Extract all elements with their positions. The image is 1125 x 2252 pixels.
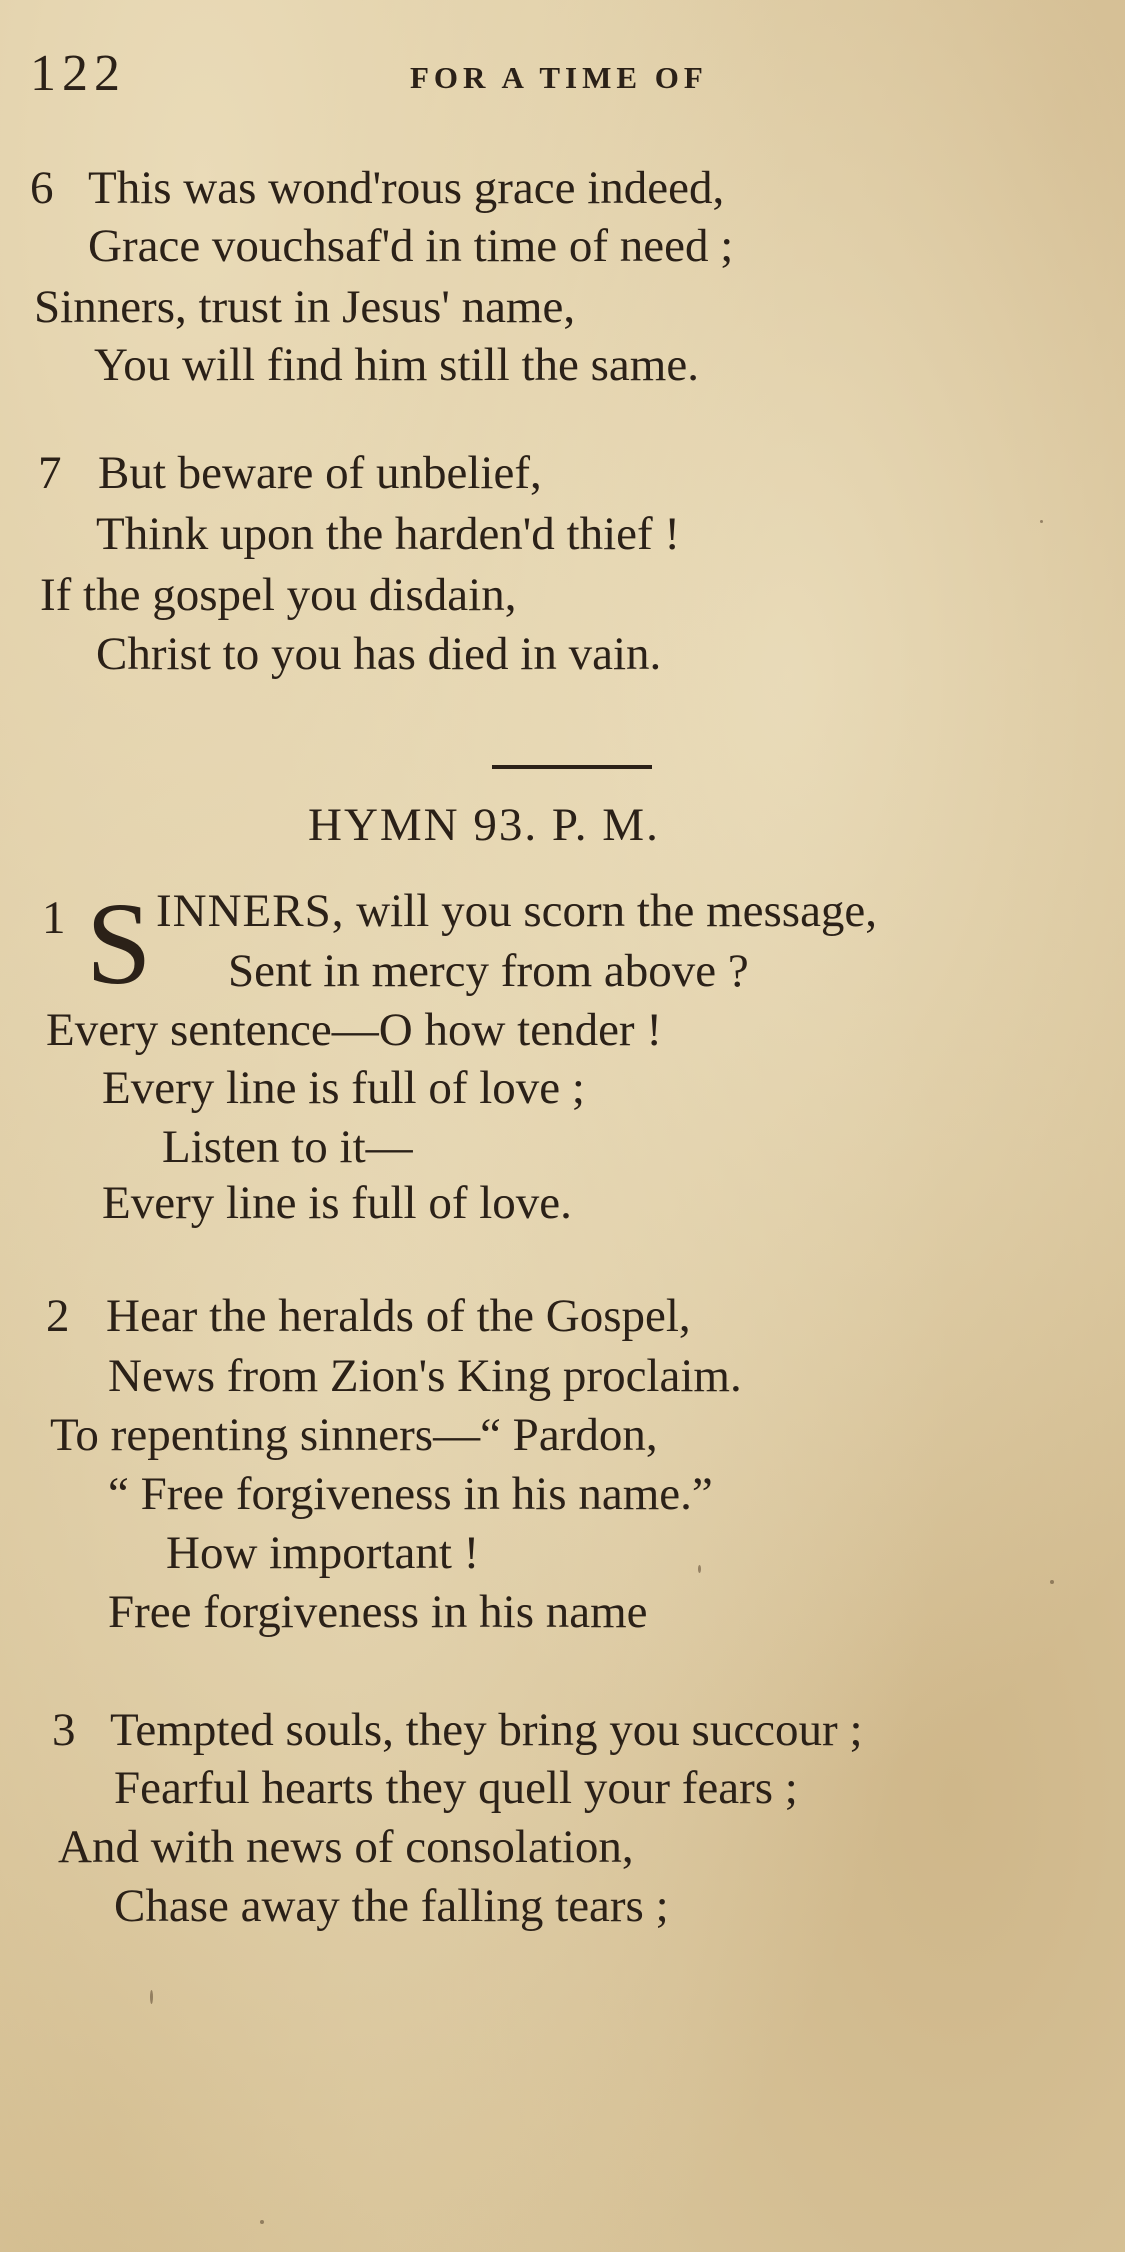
verse-1-line-1-rest: will you scorn the message, (344, 885, 878, 937)
verse-1-line-2: Sent in mercy from above ? (228, 945, 749, 997)
verse-7-line-4: Christ to you has died in vain. (96, 628, 662, 680)
running-title: FOR A TIME OF (410, 60, 708, 95)
verse-2-line-3: To repenting sinners—“ Pardon, (50, 1409, 658, 1461)
verse-number-2: 2 (46, 1290, 70, 1342)
verse-number-3: 3 (52, 1704, 76, 1756)
verse-number-7: 7 (38, 447, 62, 499)
verse-1-line-5: Listen to it— (162, 1121, 413, 1173)
verse-2-line-5: How important ! (166, 1527, 480, 1579)
verse-3-line-2: Fearful hearts they quell your fears ; (114, 1762, 798, 1814)
verse-number-6: 6 (30, 162, 54, 214)
verse-2-line-1: Hear the heralds of the Gospel, (106, 1290, 691, 1342)
drop-cap: S (86, 878, 152, 1009)
verse-7-line-2: Think upon the harden'd thief ! (96, 508, 681, 560)
verse-3-line-4: Chase away the falling tears ; (114, 1880, 669, 1932)
verse-7-line-1: But beware of unbelief, (98, 447, 542, 499)
verse-3-line-1: Tempted souls, they bring you succour ; (110, 1704, 863, 1756)
verse-2-line-6: Free forgiveness in his name (108, 1586, 648, 1638)
verse-7-line-3: If the gospel you disdain, (40, 569, 517, 621)
running-head (30, 44, 1090, 104)
hymn-title: HYMN 93. P. M. (308, 799, 660, 851)
verse-6-line-3: Sinners, trust in Jesus' name, (34, 281, 576, 333)
verse-1-line-6: Every line is full of love. (102, 1177, 572, 1229)
verse-2-line-4: “ Free forgiveness in his name.” (108, 1468, 713, 1520)
verse-6-line-1: This was wond'rous grace indeed, (88, 162, 725, 214)
verse-3-line-3: And with news of consolation, (58, 1821, 634, 1873)
verse-1-line-4: Every line is full of love ; (102, 1062, 585, 1114)
verse-1-line-1 (156, 885, 878, 937)
section-rule (492, 765, 652, 769)
verse-1-line-1-caps: INNERS, (156, 885, 345, 937)
verse-1-line-3: Every sentence—O how tender ! (46, 1004, 662, 1056)
verse-6-line-4: You will find him still the same. (94, 339, 699, 391)
page-number: 122 (30, 45, 126, 102)
verse-number-1: 1 (42, 892, 66, 944)
verse-6-line-2: Grace vouchsaf'd in time of need ; (88, 220, 734, 272)
verse-2-line-2: News from Zion's King proclaim. (108, 1350, 742, 1402)
